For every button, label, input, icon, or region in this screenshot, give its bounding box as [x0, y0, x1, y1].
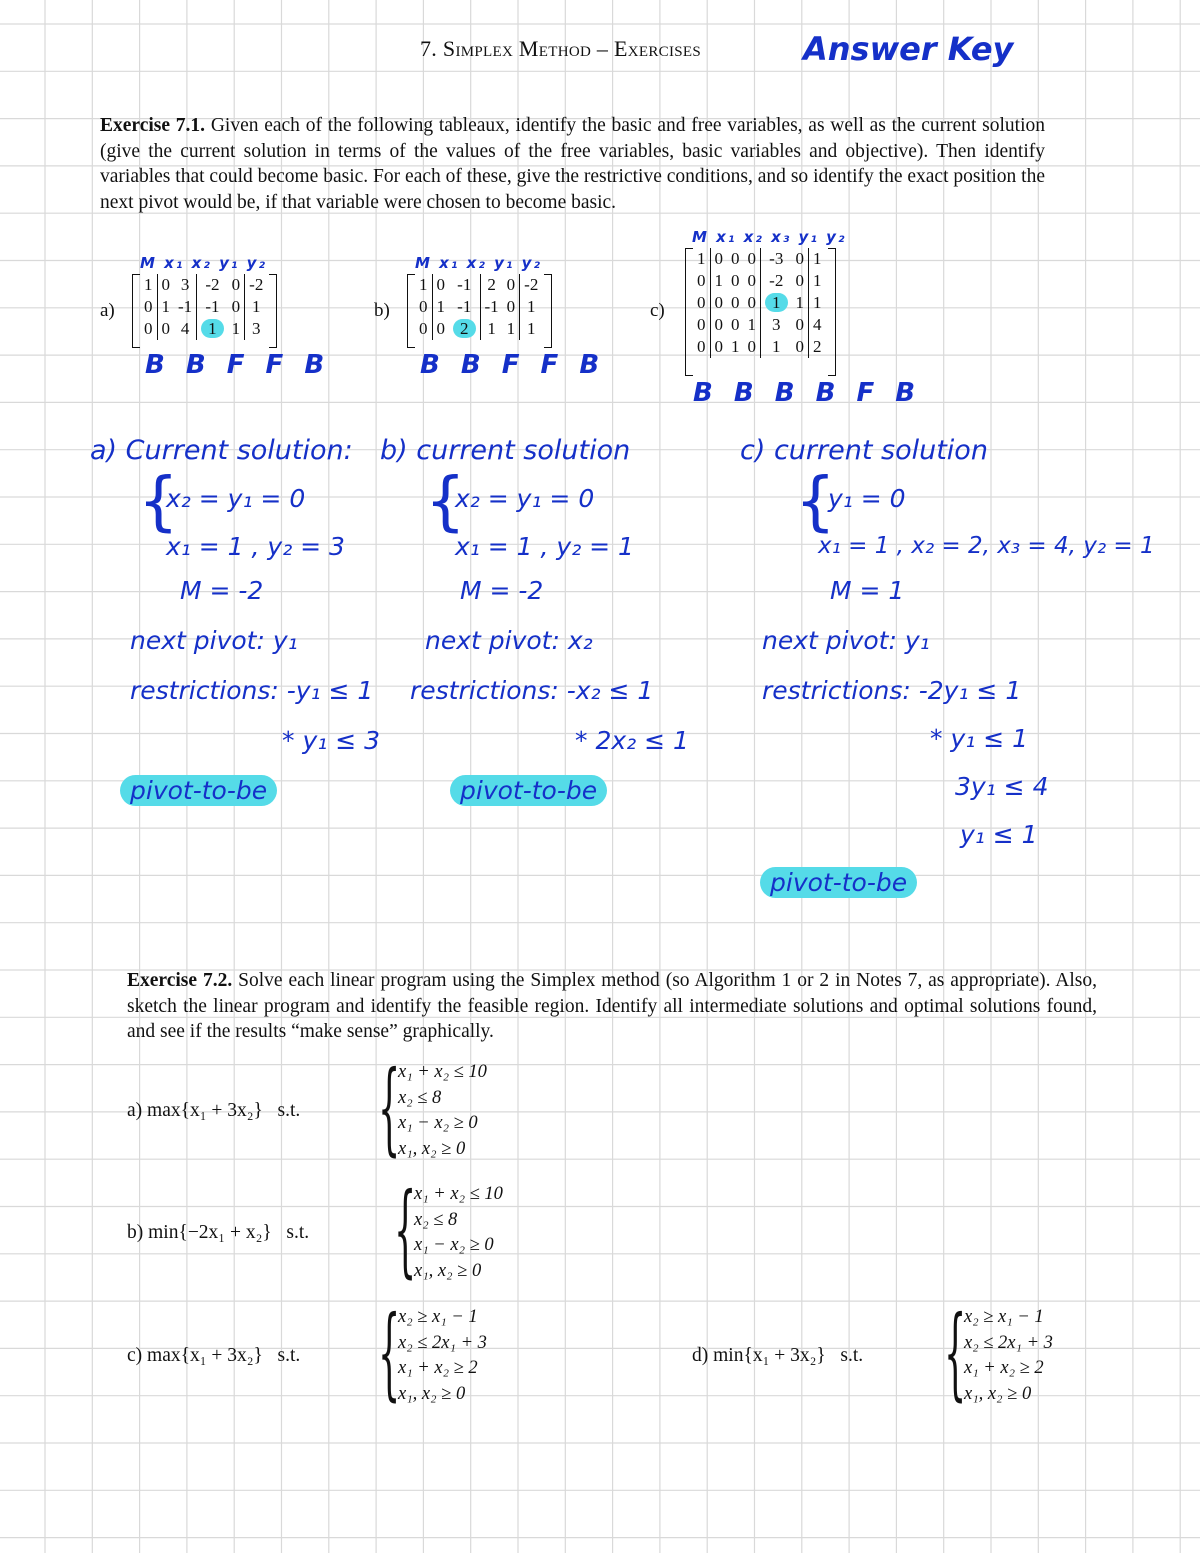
tableau-cell: 0	[144, 297, 153, 316]
tableau-cell: 0	[144, 319, 153, 338]
tableau-cell: 2	[480, 274, 503, 296]
tableau-cell: -2	[520, 274, 543, 296]
tableau-cell: 0	[747, 249, 756, 268]
tableau-cell: 0	[731, 315, 740, 334]
answer-a-restriction-1: restrictions: -y₁ ≤ 1	[130, 676, 374, 705]
tableau-cell: 0	[731, 271, 740, 290]
tableau-cell: -1	[457, 275, 472, 294]
answer-b-free: x₂ = y₁ = 0	[455, 484, 595, 513]
tableau-cell: 1	[480, 318, 503, 340]
answer-key-heading: Answer Key	[803, 30, 1014, 68]
answer-c-basic: x₁ = 1 , x₂ = 2, x₃ = 4, y₂ = 1	[818, 533, 1155, 559]
tableau-cell: 0	[231, 297, 241, 316]
answer-b-next-pivot: next pivot: x₂	[425, 626, 593, 655]
tableau-cell: 1	[245, 296, 268, 318]
answer-a-objective: M = -2	[180, 576, 264, 605]
tableau-cell: 0	[795, 337, 804, 356]
answer-b-heading: b) current solution	[380, 435, 631, 466]
tableau-cell: 0	[697, 337, 706, 356]
tableau-row	[140, 274, 267, 296]
tableau-cell: -1	[457, 297, 472, 316]
tableau-row	[693, 314, 826, 336]
answer-c-free: y₁ = 0	[828, 484, 906, 513]
tableau-c-label: c)	[650, 300, 665, 321]
tableau-cell: 0	[731, 249, 740, 268]
answer-a-heading: a) Current solution:	[90, 435, 353, 466]
tableau-cell: 3	[245, 318, 268, 340]
tableau-cell: 1	[432, 296, 449, 318]
tableau-cell: 0	[710, 292, 727, 314]
tableau-cell: 0	[157, 274, 174, 296]
tableau-cell: 1	[419, 275, 428, 294]
pivot-highlight: 2	[453, 319, 476, 338]
tableau-row	[693, 292, 826, 314]
tableau-cell: 0	[747, 271, 756, 290]
tableau-cell: 0	[506, 297, 516, 316]
tableau-cell: 1	[697, 249, 706, 268]
tableau-cell: -1	[480, 296, 503, 318]
tableau-row	[140, 296, 267, 318]
tableau-cell: 0	[795, 249, 804, 268]
answer-a-next-pivot: next pivot: y₁	[130, 626, 298, 655]
answer-a-free: x₂ = y₁ = 0	[166, 484, 306, 513]
tableau-row	[415, 296, 542, 318]
tableau-cell: 1	[809, 292, 826, 314]
answer-a-restriction-2: * y₁ ≤ 3	[282, 726, 381, 755]
tableau-cell: 3	[761, 314, 792, 336]
answer-c-objective: M = 1	[830, 576, 905, 605]
tableau-row	[693, 270, 826, 292]
exercise-7-1-text: Exercise 7.1. Given each of the following tableaux, identify the basic and free variables, as well as the current solution (give the current solution in terms of the values of the free variables, basic variables and objective). Then identify variables that could become basic. For each of these, give the restrictive conditions, and so identify the exact position the next pivot would be, if that variable were chosen to become basic.	[100, 115, 1046, 213]
tableau-cell: 1	[747, 315, 756, 334]
tableau-cell	[197, 318, 228, 340]
tableau-cell: 0	[697, 271, 706, 290]
answer-c-next-pivot: next pivot: y₁	[762, 626, 930, 655]
tableau-cell: 0	[710, 336, 727, 358]
tableau-cell: 0	[747, 337, 756, 356]
tableau-b	[407, 274, 542, 340]
tableau-cell: -1	[197, 296, 228, 318]
tableau-a-basis: B B F F B	[145, 350, 331, 380]
program-d-constraints: { x₂ ≥ x₁ − 1 x₂ ≤ 2x₁ + 3 x₁ + x₂ ≥ 2 x₁, x₂ ≥ 0	[944, 1294, 1053, 1411]
tableau-cell: 4	[809, 314, 826, 336]
tableau-b-basis: B B F F B	[420, 350, 606, 380]
tableau-cell: 0	[231, 275, 241, 294]
program-c-constraints: { x₂ ≥ x₁ − 1 x₂ ≤ 2x₁ + 3 x₁ + x₂ ≥ 2 x₁, x₂ ≥ 0	[378, 1294, 487, 1411]
tableau-cell	[761, 292, 792, 314]
tableau-cell: -1	[178, 297, 193, 316]
answer-a-basic: x₁ = 1 , y₂ = 3	[166, 532, 345, 561]
tableau-b-label: b)	[374, 300, 390, 321]
tableau-cell: 0	[506, 275, 516, 294]
tableau-cell: 1	[157, 296, 174, 318]
tableau-cell: 0	[731, 293, 740, 312]
tableau-cell: 1	[809, 270, 826, 292]
answer-b-restriction-2: * 2x₂ ≤ 1	[575, 726, 689, 755]
tableau-c-basis: B B B B F B	[693, 378, 922, 408]
tableau-cell: 0	[157, 318, 174, 340]
program-b-objective: b) min{−2x₁ + x₂} s.t.	[127, 1222, 310, 1243]
tableau-cell: 0	[710, 248, 727, 270]
page-title: 7. Simplex Method – Exercises	[420, 36, 702, 61]
tableau-cell: 0	[697, 293, 706, 312]
answer-c-restriction-2: * y₁ ≤ 1	[930, 724, 1029, 753]
answer-c-pivot-tag: pivot-to-be	[760, 868, 917, 897]
tableau-cell: -2	[761, 270, 792, 292]
answer-a-brace: {	[138, 465, 179, 539]
answer-b-objective: M = -2	[460, 576, 544, 605]
tableau-cell: 1	[731, 337, 740, 356]
tableau-cell: 0	[432, 318, 449, 340]
tableau-cell	[449, 318, 480, 340]
tableau-b-header: M x₁ x₂ y₁ y₂	[415, 254, 543, 272]
tableau-cell: 0	[795, 315, 804, 334]
tableau-cell: 0	[710, 314, 727, 336]
tableau-cell: -3	[761, 248, 792, 270]
tableau-cell: 2	[809, 336, 826, 358]
tableau-row	[415, 318, 542, 340]
tableau-a-header: M x₁ x₂ y₁ y₂	[140, 254, 268, 272]
answer-b-brace: {	[425, 465, 466, 539]
tableau-row	[693, 248, 826, 270]
tableau-cell: 1	[231, 319, 241, 338]
program-c-objective: c) max{x₁ + 3x₂} s.t.	[127, 1345, 301, 1366]
tableau-cell: 0	[697, 315, 706, 334]
tableau-cell: -2	[197, 274, 228, 296]
pivot-highlight: 1	[201, 319, 224, 338]
tableau-row	[415, 274, 542, 296]
tableau-c-header: M x₁ x₂ x₃ y₁ y₂	[692, 228, 847, 246]
tableau-cell: 1	[520, 296, 543, 318]
tableau-cell: 1	[710, 270, 727, 292]
answer-c-heading: c) current solution	[740, 435, 988, 466]
tableau-cell: 0	[419, 319, 428, 338]
tableau-c	[685, 248, 826, 358]
answer-b-basic: x₁ = 1 , y₂ = 1	[455, 532, 634, 561]
program-a-constraints: { x₁ + x₂ ≤ 10 x₂ ≤ 8 x₁ − x₂ ≥ 0 x₁, x₂ ≥ 0	[378, 1049, 487, 1166]
tableau-cell: 4	[180, 319, 190, 338]
tableau-cell: 1	[761, 336, 792, 358]
program-d-objective: d) min{x₁ + 3x₂} s.t.	[692, 1345, 864, 1366]
exercise-7-2-text: Exercise 7.2. Solve each linear program using the Simplex method (so Algorithm 1 or 2 in Notes 7, as appropriate). Also, sketch the linear program and identify the feasible region. Identify all intermediate solutions and optimal solutions found, and see if the results “make sense” graphically.	[127, 970, 1098, 1042]
tableau-cell: 0	[795, 271, 804, 290]
answer-c-brace: {	[795, 465, 836, 539]
tableau-cell: 1	[506, 319, 516, 338]
program-a-objective: a) max{x₁ + 3x₂} s.t.	[127, 1100, 301, 1121]
program-b-constraints: { x₁ + x₂ ≤ 10 x₂ ≤ 8 x₁ − x₂ ≥ 0 x₁, x₂ ≥ 0	[394, 1171, 503, 1288]
answer-c-restriction-4: y₁ ≤ 1	[960, 820, 1038, 849]
tableau-cell: 1	[795, 293, 804, 312]
tableau-cell: 3	[180, 275, 190, 294]
tableau-cell: 0	[747, 293, 756, 312]
answer-b-restriction-1: restrictions: -x₂ ≤ 1	[410, 676, 654, 705]
answer-b-pivot-tag: pivot-to-be	[450, 776, 607, 805]
answer-c-restriction-1: restrictions: -2y₁ ≤ 1	[762, 676, 1022, 705]
pivot-highlight: 1	[765, 293, 788, 312]
tableau-row	[693, 336, 826, 358]
tableau-cell: 1	[520, 318, 543, 340]
tableau-cell: 1	[809, 248, 826, 270]
tableau-cell: 0	[419, 297, 428, 316]
tableau-a	[132, 274, 267, 340]
answer-a-pivot-tag: pivot-to-be	[120, 776, 277, 805]
tableau-row	[140, 318, 267, 340]
tableau-a-label: a)	[100, 300, 115, 321]
tableau-cell: -2	[245, 274, 268, 296]
answer-c-restriction-3: 3y₁ ≤ 4	[955, 772, 1049, 801]
tableau-cell: 1	[144, 275, 153, 294]
tableau-cell: 0	[432, 274, 449, 296]
